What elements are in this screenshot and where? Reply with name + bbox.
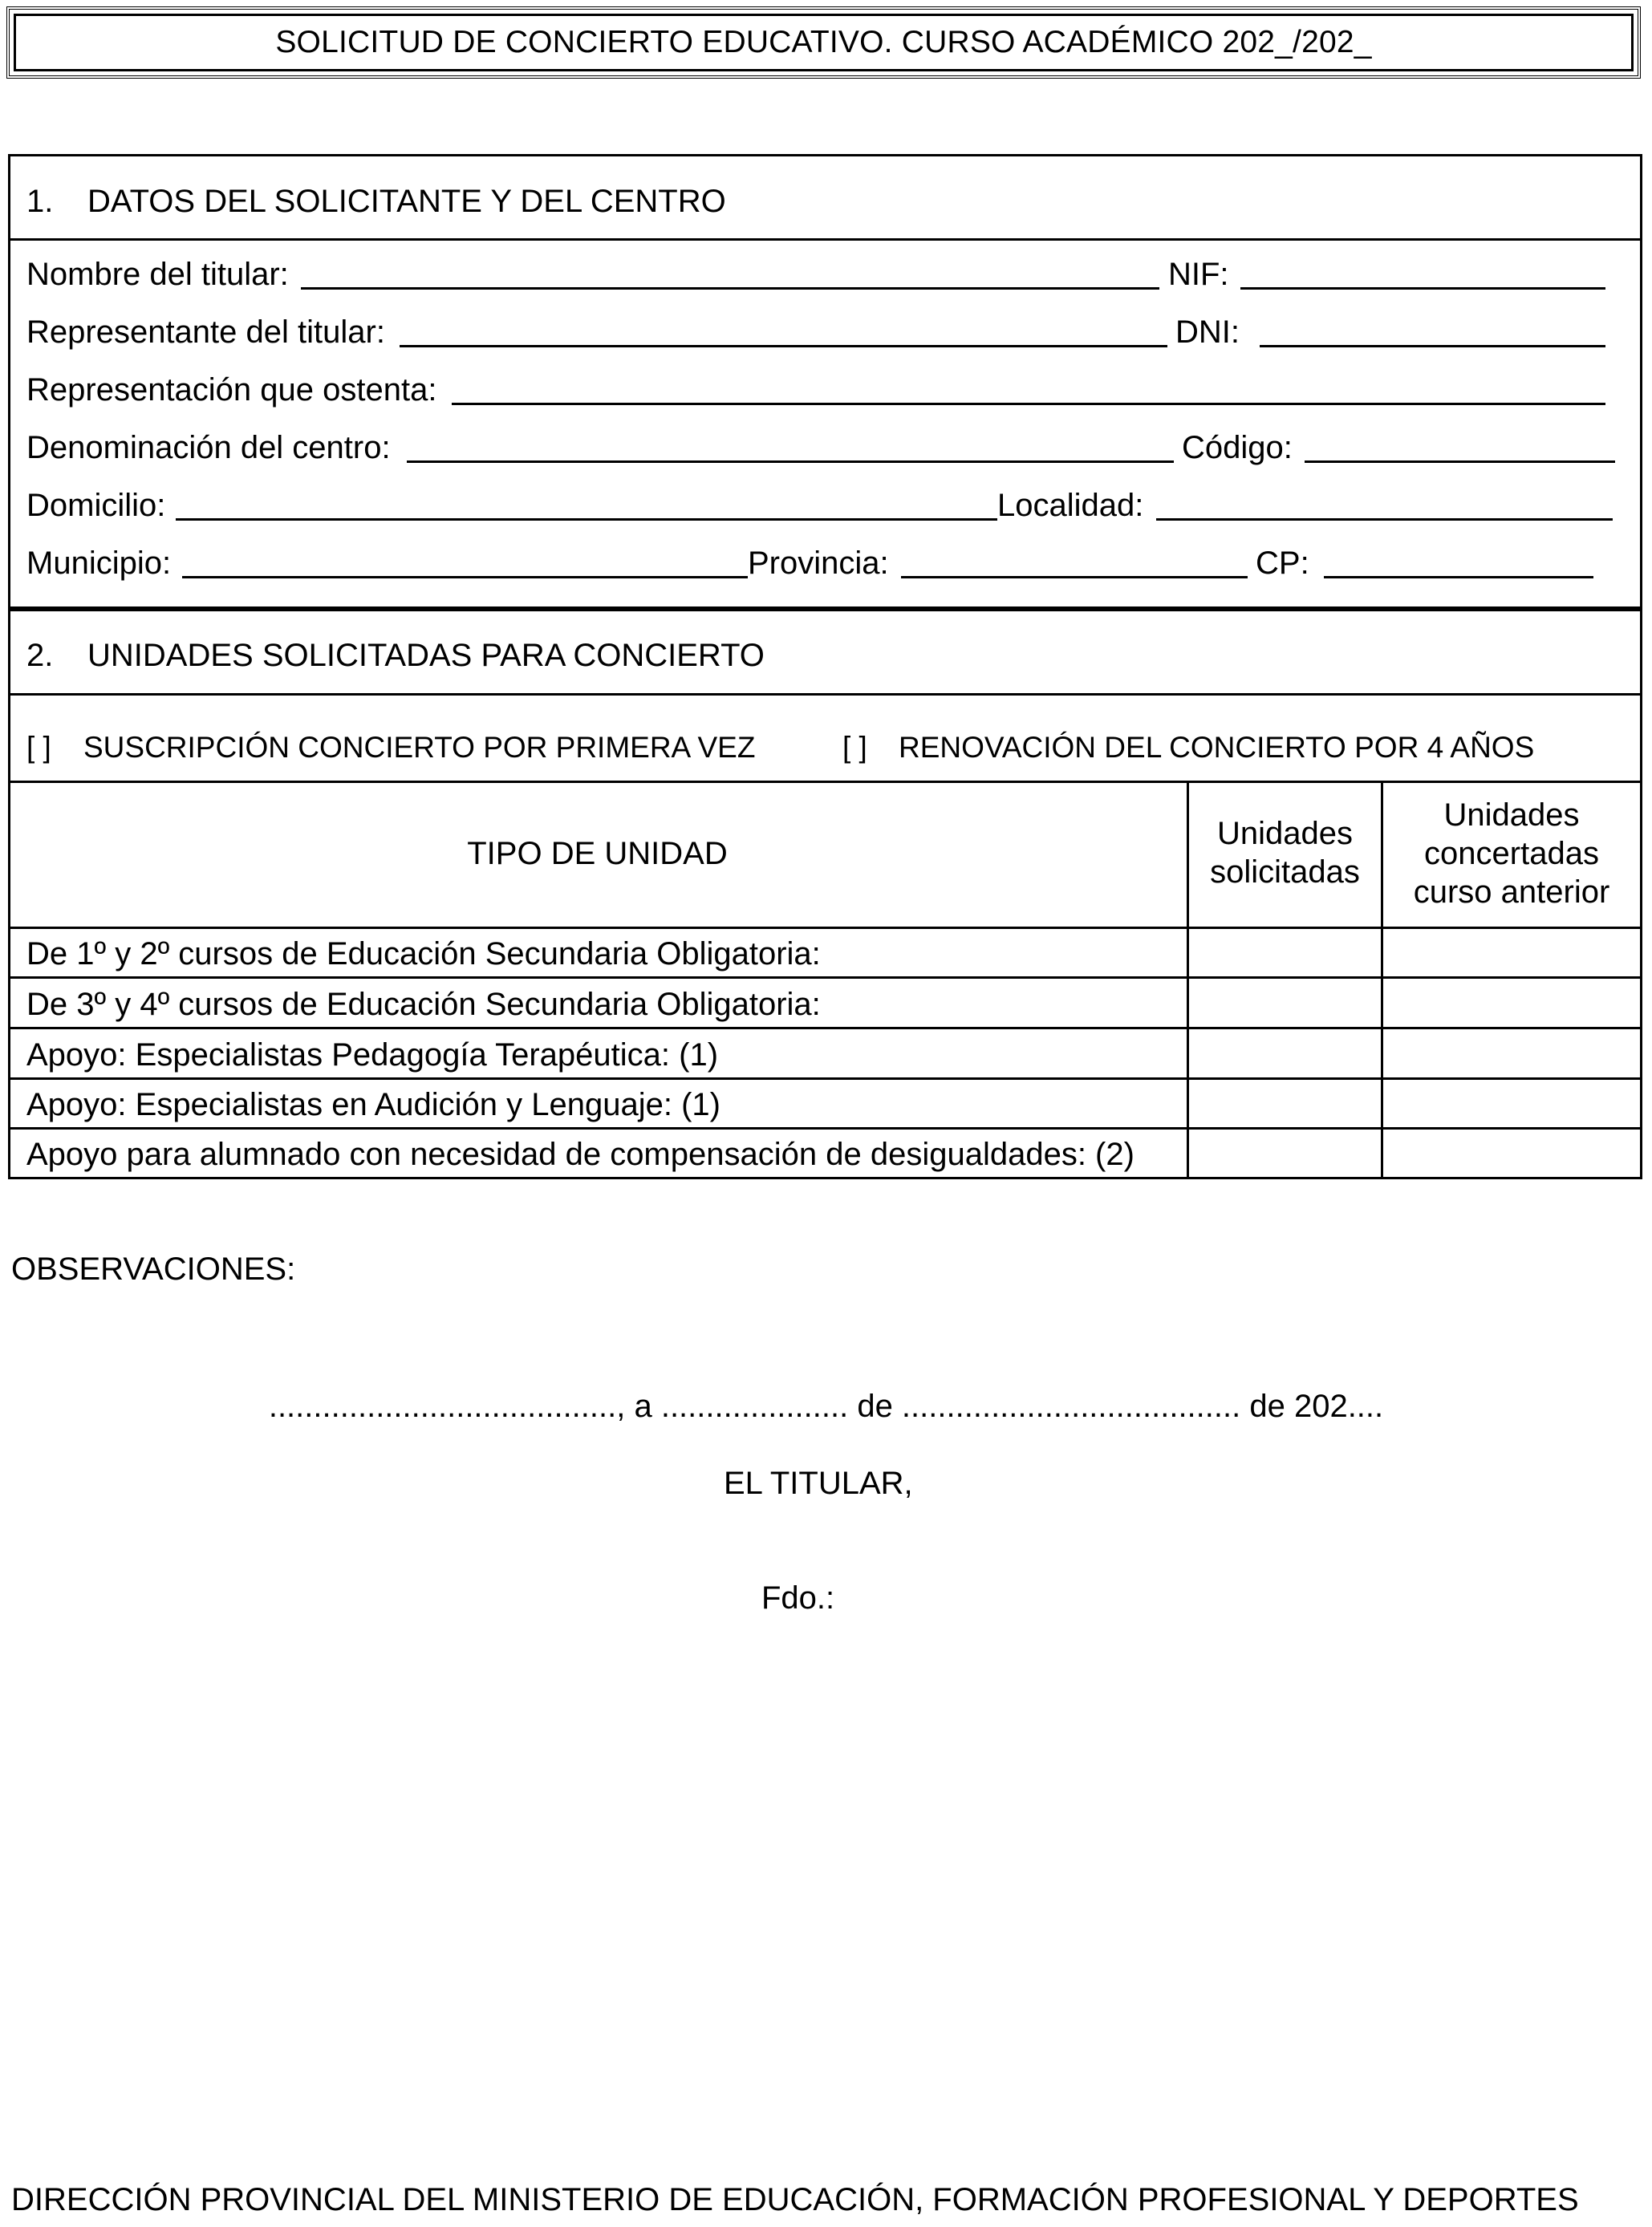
cp-label: CP: — [1256, 546, 1309, 581]
col-header-anterior-line1: Unidades — [1443, 797, 1580, 833]
domicilio-input[interactable] — [176, 518, 997, 521]
option-renovacion-checkbox[interactable]: [ ] — [842, 731, 867, 764]
option-renovacion-label: RENOVACIÓN DEL CONCIERTO POR 4 AÑOS — [899, 731, 1535, 764]
municipio-input[interactable] — [182, 576, 748, 578]
table-row-label: Apoyo: Especialistas Pedagogía Terapéutica: (1) — [26, 1037, 719, 1073]
col-header-anterior — [1383, 796, 1640, 911]
table-row-label: Apoyo: Especialistas en Audición y Lenguaje: (1) — [26, 1087, 720, 1122]
cp-input[interactable] — [1324, 576, 1593, 578]
denominacion-input[interactable] — [407, 460, 1174, 463]
option-primera-checkbox[interactable]: [ ] — [26, 731, 51, 764]
unidades-anterior-cell[interactable] — [1383, 1130, 1640, 1177]
nif-label: NIF: — [1168, 257, 1229, 292]
form-title: SOLICITUD DE CONCIERTO EDUCATIVO. CURSO ACADÉMICO 202_/202_ — [275, 25, 1372, 59]
dni-input[interactable] — [1260, 345, 1605, 347]
localidad-input[interactable] — [1156, 518, 1613, 521]
unidades-anterior-cell[interactable] — [1383, 979, 1640, 1027]
section2-heading: UNIDADES SOLICITADAS PARA CONCIERTO — [87, 638, 765, 673]
table-row-label: Apoyo para alumnado con necesidad de compensación de desigualdades: (2) — [26, 1137, 1134, 1172]
representante-label: Representante del titular: — [26, 314, 385, 350]
unidades-solicitadas-cell[interactable] — [1189, 1080, 1381, 1127]
col-header-solicitadas-line1: Unidades — [1216, 816, 1353, 851]
col-header-anterior-line2: concertadas — [1424, 836, 1599, 871]
section1-divider — [8, 238, 1642, 241]
unidades-solicitadas-cell[interactable] — [1189, 929, 1381, 976]
localidad-label: Localidad: — [997, 488, 1144, 523]
table-row-label: De 3º y 4º cursos de Educación Secundaria Obligatoria: — [26, 987, 821, 1022]
unidades-solicitadas-cell[interactable] — [1189, 979, 1381, 1027]
unidades-solicitadas-cell[interactable] — [1189, 1130, 1381, 1177]
representante-input[interactable] — [400, 345, 1167, 347]
unidades-anterior-cell[interactable] — [1383, 929, 1640, 976]
representacion-label: Representación que ostenta: — [26, 372, 437, 408]
form-title-box — [6, 6, 1641, 79]
col-header-anterior-line3: curso anterior — [1413, 874, 1610, 910]
section1-number: 1. — [26, 184, 54, 219]
nif-input[interactable] — [1240, 287, 1605, 290]
domicilio-label: Domicilio: — [26, 488, 166, 523]
nombre-titular-input[interactable] — [301, 287, 1159, 290]
nombre-titular-label: Nombre del titular: — [26, 257, 289, 292]
representacion-input[interactable] — [452, 403, 1605, 405]
section1-heading: DATOS DEL SOLICITANTE Y DEL CENTRO — [87, 184, 726, 219]
unidades-anterior-cell[interactable] — [1383, 1080, 1640, 1127]
provincia-input[interactable] — [901, 576, 1248, 578]
footer-text: DIRECCIÓN PROVINCIAL DEL MINISTERIO DE EDUCACIÓN, FORMACIÓN PROFESIONAL Y DEPORTES — [11, 2182, 1579, 2217]
section2-divider — [8, 693, 1642, 696]
option-primera-label: SUSCRIPCIÓN CONCIERTO POR PRIMERA VEZ — [83, 731, 756, 764]
unidades-solicitadas-cell[interactable] — [1189, 1029, 1381, 1077]
observaciones-label: OBSERVACIONES: — [11, 1251, 296, 1287]
date-line: ......................................., a ..................... de ...................................... de 202.... — [268, 1389, 1384, 1424]
col-header-solicitadas-line2: solicitadas — [1210, 854, 1360, 890]
dni-label: DNI: — [1175, 314, 1240, 350]
codigo-label: Código: — [1182, 430, 1293, 465]
provincia-label: Provincia: — [748, 546, 889, 581]
denominacion-label: Denominación del centro: — [26, 430, 391, 465]
municipio-label: Municipio: — [26, 546, 172, 581]
fdo-label: Fdo.: — [761, 1580, 835, 1616]
codigo-input[interactable] — [1305, 460, 1615, 463]
section2-number: 2. — [26, 638, 54, 673]
col-header-solicitadas — [1189, 814, 1381, 891]
options-divider — [8, 781, 1642, 783]
col-header-tipo: TIPO DE UNIDAD — [467, 836, 728, 871]
table-row-label: De 1º y 2º cursos de Educación Secundaria Obligatoria: — [26, 936, 821, 972]
unidades-anterior-cell[interactable] — [1383, 1029, 1640, 1077]
el-titular-label: EL TITULAR, — [724, 1466, 913, 1501]
